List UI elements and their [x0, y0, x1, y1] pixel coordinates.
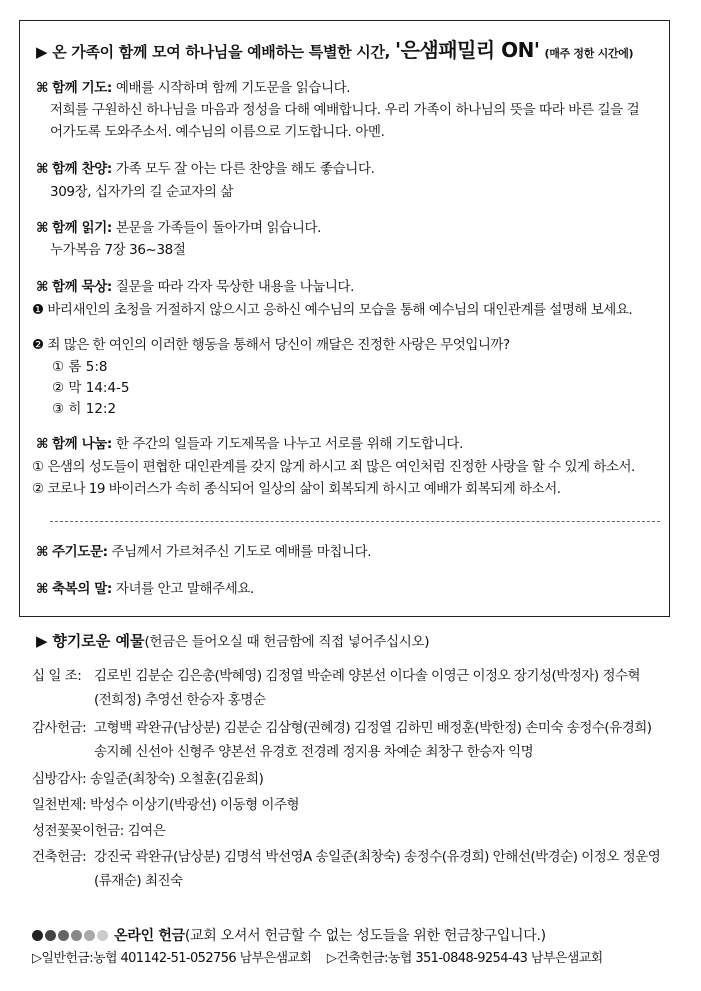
- offering-row-thousand: [32, 793, 299, 813]
- offering-label: 건축헌금:: [32, 849, 87, 865]
- arrow-icon: ▶: [36, 43, 48, 61]
- offering-names-cont: 송지혜 신선아 신형주 양본선 유경호 전경례 정지용 차예순 최창구 한승자 익명: [94, 744, 534, 760]
- header-note: (매주 정한 시간에): [544, 47, 634, 60]
- prayer-text-2: 어가도록 도와주소서. 예수님의 이름으로 기도합니다. 아멘.: [50, 124, 385, 140]
- command-icon: ⌘: [36, 544, 49, 560]
- offering-row-tithe: [32, 664, 640, 684]
- sharing-item-1: ① 은샘의 성도들이 편협한 대인관계를 갖지 않게 하시고 죄 많은 여인처럼 진정한 사랑을 할 수 있게 하소서.: [32, 459, 635, 475]
- dot-icon: [97, 930, 108, 941]
- online-subtitle: (교회 오셔서 헌금할 수 없는 성도들을 위한 헌금창구입니다.): [184, 928, 546, 944]
- praise-label: 함께 찬양:: [52, 161, 112, 177]
- offering-header: [36, 630, 429, 651]
- meditation-ref-1: ① 롬 5:8: [52, 359, 108, 375]
- praise-section: [36, 157, 374, 177]
- dashed-divider: [50, 521, 660, 522]
- prayer-text-1: 저희를 구원하신 하나님을 마음과 정성을 다해 예배합니다. 우리 가족이 하나님의 뜻을 따라 바른 길을 걸: [50, 102, 640, 118]
- bank-accounts: [32, 947, 603, 966]
- reading-desc: 본문을 가족들이 돌아가며 읽습니다.: [115, 220, 321, 236]
- lords-prayer-section: [36, 540, 371, 560]
- offering-names-cont: (류재순) 최진숙: [94, 873, 183, 889]
- praise-hymn: 309장, 십자가의 길 순교자의 삶: [50, 184, 234, 200]
- praise-desc: 가족 모두 잘 아는 다른 찬양을 해도 좋습니다.: [115, 161, 375, 177]
- offering-names: 고형백 곽완규(남상분) 김분순 김삼형(권혜경) 김정열 김하민 배정훈(박한정) 손미숙 송정수(유경희): [94, 720, 652, 736]
- meditation-desc: 질문을 따라 각자 묵상한 내용을 나눕니다.: [115, 279, 355, 295]
- lords-prayer-desc: 주님께서 가르쳐주신 기도로 예배를 마칩니다.: [111, 544, 372, 560]
- brand-title: '은샘패밀리 ON': [394, 38, 540, 62]
- offering-names: 송일준(최창숙) 오철훈(김윤희): [90, 771, 264, 787]
- reading-label: 함께 읽기:: [52, 220, 112, 236]
- prayer-label: 함께 기도:: [52, 80, 112, 96]
- offering-names: 박성수 이상기(박광선) 이동형 이주형: [90, 797, 300, 813]
- meditation-ref-2: ② 막 14:4-5: [52, 380, 130, 396]
- offering-subtitle: (헌금은 들어오실 때 헌금함에 직접 넣어주십시오): [144, 634, 430, 650]
- reading-section: [36, 216, 321, 236]
- header-title: 온 가족이 함께 모여 하나님을 예배하는 특별한 시간,: [52, 43, 391, 61]
- sharing-desc: 한 주간의 일들과 기도제목을 나누고 서로를 위해 기도합니다.: [115, 436, 463, 452]
- meditation-question-1: ❶ 바리새인의 초청을 거절하지 않으시고 응하신 예수님의 모습을 통해 예수님의 대인관계를 설명해 보세요.: [32, 302, 633, 318]
- sharing-label: 함께 나눔:: [52, 436, 112, 452]
- sharing-item-2: ② 코로나 19 바이러스가 속히 종식되어 일상의 삶이 회복되게 하시고 예배가 회복되게 하소서.: [32, 481, 561, 497]
- dot-icon: [32, 930, 43, 941]
- offering-row-flowers: [32, 819, 165, 839]
- offering-label: 심방감사:: [32, 771, 87, 787]
- command-icon: ⌘: [36, 161, 49, 177]
- blessing-desc: 자녀를 안고 말해주세요.: [115, 581, 254, 597]
- offering-names: 강진국 곽완규(남상분) 김명석 박선영A 송일준(최창숙) 송정수(유경희) 안해선(박경순) 이정오 정운영: [94, 849, 661, 865]
- command-icon: ⌘: [36, 279, 49, 295]
- offering-names: 김로빈 김분순 김은총(박혜영) 김정열 박순례 양본선 이다솔 이영근 이정오 장기성(박정자) 정수혁: [94, 668, 641, 684]
- offering-label: 십 일 조:: [32, 668, 82, 684]
- offering-label: 일천번제:: [32, 797, 87, 813]
- general-account: ▷일반헌금:농협 401142-51-052756 남부은샘교회: [32, 951, 312, 966]
- lords-prayer-label: 주기도문:: [52, 544, 108, 560]
- offering-row-thanks: [32, 716, 652, 736]
- meditation-question-2: ❷ 죄 많은 한 여인의 이러한 행동을 통해서 당신이 깨달은 진정한 사랑은 무엇입니까?: [32, 337, 510, 353]
- command-icon: ⌘: [36, 220, 49, 236]
- offering-names: 김여은: [127, 823, 166, 839]
- dot-icon: [71, 930, 82, 941]
- online-offering-header: [32, 925, 546, 945]
- command-icon: ⌘: [36, 80, 49, 96]
- building-account: ▷건축헌금:농협 351-0848-9254-43 남부은샘교회: [326, 951, 603, 966]
- arrow-icon: ▶: [36, 632, 48, 650]
- offering-label: 감사헌금:: [32, 720, 87, 736]
- worship-header: [36, 34, 633, 63]
- meditation-ref-3: ③ 히 12:2: [52, 401, 117, 417]
- online-title: 온라인 헌금: [114, 928, 185, 944]
- offering-names-cont: (전희정) 추영선 한승자 홍명순: [94, 692, 266, 708]
- dot-icon: [45, 930, 56, 941]
- prayer-section: [36, 76, 350, 96]
- reading-passage: 누가복음 7장 36~38절: [50, 242, 186, 258]
- offering-label: 성전꽃꽂이헌금:: [32, 823, 124, 839]
- dot-icon: [58, 930, 69, 941]
- prayer-desc: 예배를 시작하며 함께 기도문을 읽습니다.: [115, 80, 351, 96]
- offering-row-building: [32, 845, 660, 865]
- offering-row-visit: [32, 767, 263, 787]
- sharing-section: [36, 432, 463, 452]
- dots-icon: [32, 928, 114, 944]
- blessing-section: [36, 577, 254, 597]
- meditation-label: 함께 묵상:: [52, 279, 112, 295]
- meditation-section: [36, 275, 354, 295]
- command-icon: ⌘: [36, 436, 49, 452]
- command-icon: ⌘: [36, 581, 49, 597]
- offering-title: 향기로운 예물: [52, 632, 145, 650]
- blessing-label: 축복의 말:: [52, 581, 112, 597]
- dot-icon: [84, 930, 95, 941]
